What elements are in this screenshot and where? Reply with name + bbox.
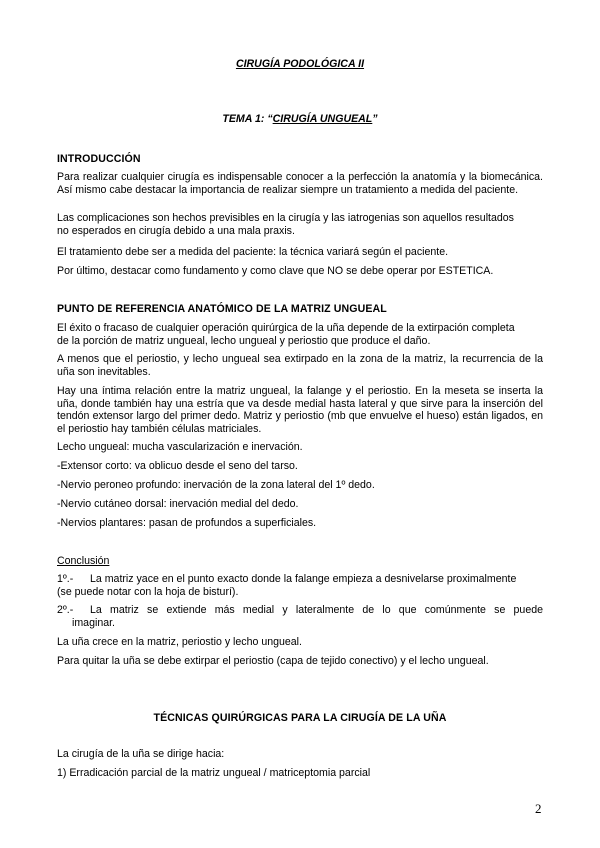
conclusion-item-1-text: La matriz yace en el punto exacto donde la falange empieza a desnivelarse proximalmente xyxy=(90,573,517,585)
topic-title-underlined: CIRUGÍA UNGUEAL xyxy=(272,113,373,125)
punto-paragraph-3: Hay una íntima relación entre la matriz ungueal, la falange y el periostio. En la meseta se inserta la uña, donde también hay una estría que va desde medial hasta lateral y que sirve para la inserción del tendón extensor largo del primer dedo. Matriz y periostio (mb que envuelve el hueso) están ligados, en el periostio hay también células matriciales. xyxy=(57,385,543,435)
punto-paragraph-1-line-1: El éxito o fracaso de cualquier operación quirúrgica de la uña depende de la extirpación completa xyxy=(57,322,515,334)
document-title: CIRUGÍA PODOLÓGICA II xyxy=(235,58,365,70)
conclusion-item-1-number: 1º.- xyxy=(57,573,74,585)
conclusion-item-2-number: 2º.- xyxy=(57,604,74,616)
tecnicas-item-1: 1) Erradicación parcial de la matriz ungueal / matriceptomia parcial xyxy=(57,767,371,779)
punto-line-lecho: Lecho ungueal: mucha vascularización e inervación. xyxy=(57,441,303,453)
punto-line-nervios-plantares: -Nervios plantares: pasan de profundos a superficiales. xyxy=(57,517,317,529)
section-heading-introduccion: INTRODUCCIÓN xyxy=(57,153,141,165)
section-heading-tecnicas: TÉCNICAS QUIRÚRGICAS PARA LA CIRUGÍA DE LA UÑA xyxy=(153,712,447,724)
topic-title-suffix: ” xyxy=(372,113,378,125)
conclusion-line-una-crece: La uña crece en la matriz, periostio y lecho ungueal. xyxy=(57,636,302,648)
intro-paragraph-2-line-1: Las complicaciones son hechos previsibles en la cirugía y las iatrogenias son aquellos resultados xyxy=(57,212,514,224)
page-number: 2 xyxy=(535,801,542,816)
conclusion-item-1-continuation: (se puede notar con la hoja de bisturí). xyxy=(57,586,239,598)
intro-paragraph-2-line-2: no esperados en cirugía debido a una mala praxis. xyxy=(57,225,295,237)
intro-paragraph-1: Para realizar cualquier cirugía es indispensable conocer a la perfección la anatomía y la biomecánica. Así mismo cabe destacar la importancia de realizar siempre un tratamiento a medida del paciente. xyxy=(57,171,543,196)
punto-line-nervio-peroneo: -Nervio peroneo profundo: inervación de la zona lateral del 1º dedo. xyxy=(57,479,375,491)
conclusion-line-quitar-una: Para quitar la uña se debe extirpar el periostio (capa de tejido conectivo) y el lecho ungueal. xyxy=(57,655,489,667)
intro-paragraph-3: El tratamiento debe ser a medida del paciente: la técnica variará según el paciente. xyxy=(57,246,449,258)
punto-paragraph-2: A menos que el periostio, y lecho ungueal sea extirpado en la zona de la matriz, la recurrencia de la uña son inevitables. xyxy=(57,353,543,378)
section-heading-punto-referencia: PUNTO DE REFERENCIA ANATÓMICO DE LA MATRIZ UNGUEAL xyxy=(57,303,387,315)
punto-paragraph-1-line-2: de la porción de matriz ungueal, lecho ungueal y periostio que produce el daño. xyxy=(57,335,431,347)
punto-line-extensor: -Extensor corto: va oblicuo desde el seno del tarso. xyxy=(57,460,298,472)
intro-paragraph-4: Por último, destacar como fundamento y como clave que NO se debe operar por ESTETICA. xyxy=(57,265,494,277)
topic-title xyxy=(0,112,600,126)
conclusion-item-2-continuation: imaginar. xyxy=(72,617,115,629)
topic-title-prefix: TEMA 1: “ xyxy=(222,113,273,125)
conclusion-item-2-text: La matriz se extiende más medial y lateralmente de lo que comúnmente se puede xyxy=(90,604,543,616)
tecnicas-intro-line: La cirugía de la uña se dirige hacia: xyxy=(57,748,225,760)
punto-line-nervio-cutaneo: -Nervio cutáneo dorsal: inervación medial del dedo. xyxy=(57,498,299,510)
section-heading-conclusion: Conclusión xyxy=(57,555,110,567)
